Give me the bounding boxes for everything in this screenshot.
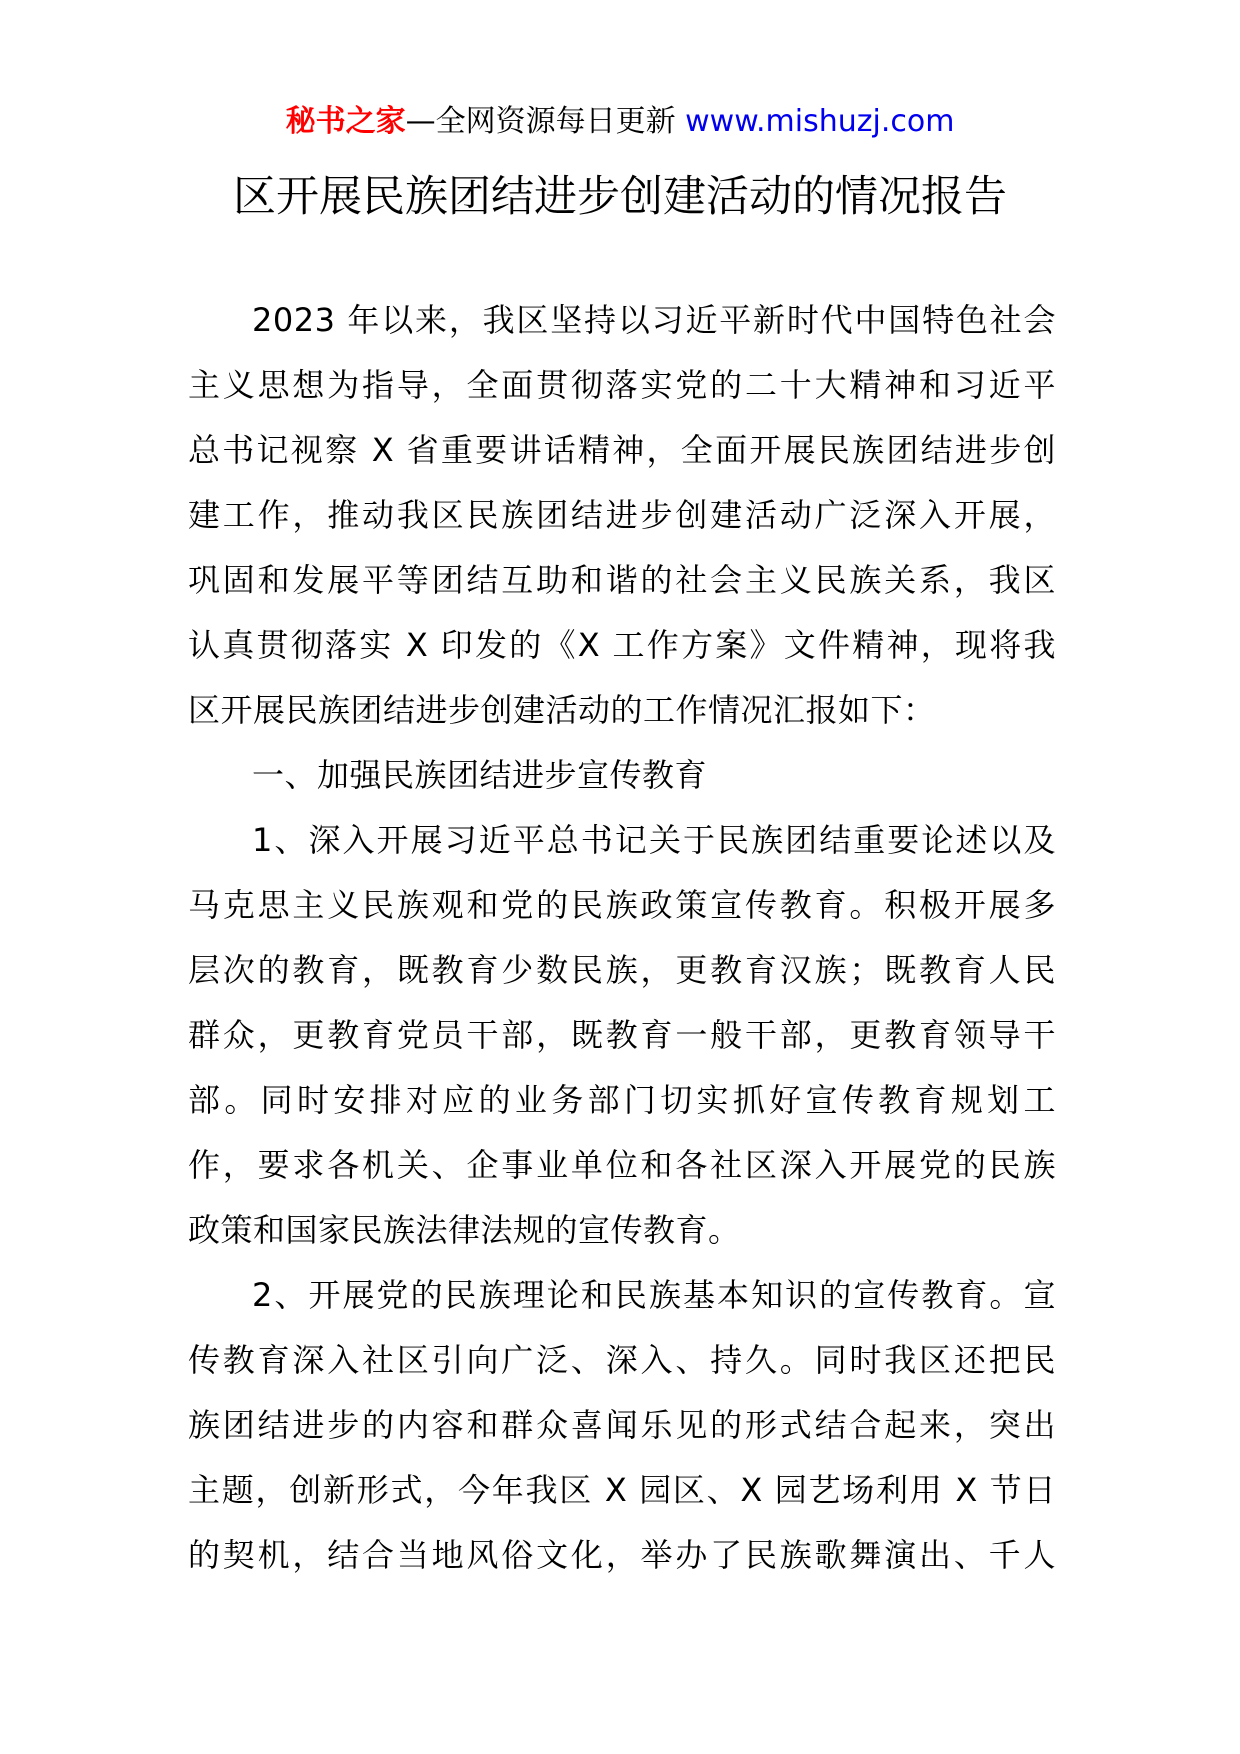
paragraph-line: 作，要求各机关、企事业单位和各社区深入开展党的民族 xyxy=(188,1146,1056,1184)
paragraph-line: 2023 年以来，我区坚持以习近平新时代中国特色社会 xyxy=(252,301,1056,339)
paragraph-line: 层次的教育，既教育少数民族，更教育汉族；既教育人民 xyxy=(188,951,1056,989)
paragraph-line: 1、深入开展习近平总书记关于民族团结重要论述以及 xyxy=(252,821,1056,859)
paragraph-line: 部。同时安排对应的业务部门切实抓好宣传教育规划工 xyxy=(188,1081,1056,1119)
document-title: 区开展民族团结进步创建活动的情况报告 xyxy=(233,172,1007,222)
paragraph-line: 政策和国家民族法律法规的宣传教育。 xyxy=(188,1211,741,1249)
site-header xyxy=(0,100,1240,144)
site-name: 秘书之家 xyxy=(285,104,406,139)
site-tagline: —全网资源每日更新 xyxy=(405,104,686,139)
paragraph-line: 主义思想为指导，全面贯彻落实党的二十大精神和习近平 xyxy=(188,366,1056,404)
paragraph-line: 族团结进步的内容和群众喜闻乐见的形式结合起来，突出 xyxy=(188,1406,1056,1444)
site-url-link[interactable]: www.mishuzj.com xyxy=(685,104,955,139)
paragraph-line: 建工作，推动我区民族团结进步创建活动广泛深入开展， xyxy=(188,496,1056,534)
paragraph-line: 巩固和发展平等团结互助和谐的社会主义民族关系，我区 xyxy=(188,561,1056,599)
paragraph-line: 马克思主义民族观和党的民族政策宣传教育。积极开展多 xyxy=(188,886,1056,924)
paragraph-line: 认真贯彻落实 X 印发的《X 工作方案》文件精神，现将我 xyxy=(188,626,1056,664)
paragraph-line: 2、开展党的民族理论和民族基本知识的宣传教育。宣 xyxy=(252,1276,1056,1314)
paragraph-line: 主题，创新形式，今年我区 X 园区、X 园艺场利用 X 节日 xyxy=(188,1471,1056,1509)
paragraph-line: 区开展民族团结进步创建活动的工作情况汇报如下： xyxy=(188,691,936,729)
paragraph-line: 群众，更教育党员干部，既教育一般干部，更教育领导干 xyxy=(188,1016,1056,1054)
paragraph-line: 传教育深入社区引向广泛、深入、持久。同时我区还把民 xyxy=(188,1341,1056,1379)
document-body xyxy=(188,288,1056,1588)
paragraph-line: 总书记视察 X 省重要讲话精神，全面开展民族团结进步创 xyxy=(188,431,1056,469)
section-heading: 一、加强民族团结进步宣传教育 xyxy=(252,756,708,794)
paragraph-line: 的契机，结合当地风俗文化，举办了民族歌舞演出、千人 xyxy=(188,1536,1056,1574)
